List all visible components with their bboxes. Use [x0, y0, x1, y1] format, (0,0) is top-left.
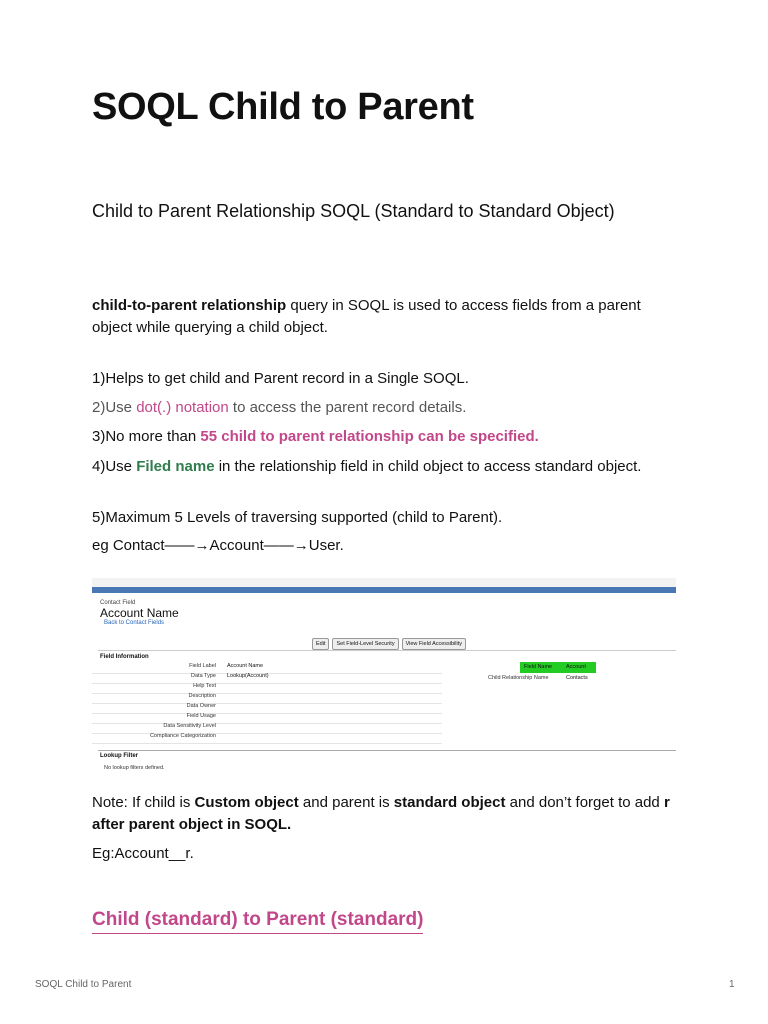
row-value: Account Name	[227, 663, 264, 669]
point-4-post: in the relationship field in child object to access standard object.	[214, 458, 642, 475]
field-name-value: Account	[566, 664, 586, 670]
back-link[interactable]: Back to Contact Fields	[104, 620, 165, 626]
note-bold-2: standard object	[393, 794, 506, 811]
screenshot-header-bar	[92, 587, 676, 593]
intro-rest: query in SOQL is used to access fields from a parent object while querying a child object.	[92, 297, 641, 336]
screenshot-heading: Account Name	[100, 606, 179, 620]
note-pre: Note: If child is	[92, 794, 195, 811]
intro-paragraph	[92, 295, 672, 339]
row-label: Help Text	[193, 683, 216, 689]
embedded-screenshot	[92, 578, 676, 772]
note-bold-1: Custom object	[194, 794, 299, 811]
row-label: Compliance Categorization	[149, 733, 216, 739]
point-5: 5)Maximum 5 Levels of traversing supported (child to Parent).	[92, 509, 503, 526]
point-2-post: to access the parent record details.	[228, 399, 467, 416]
field-level-security-button[interactable]: Set Field-Level Security	[332, 638, 398, 650]
view-field-accessibility-button[interactable]: View Field Accessibility	[402, 638, 466, 650]
page-number: 1	[729, 979, 735, 990]
point-3-highlight: 55 child to parent relationship can be specified.	[200, 428, 539, 445]
field-name-label: Field Name	[524, 664, 553, 670]
row-label: Field Usage	[186, 713, 216, 719]
lookup-divider	[98, 750, 676, 751]
row-label: Description	[188, 693, 216, 699]
lookup-filter-text: No lookup filters defined.	[104, 765, 165, 771]
example-text: Eg:Account__r.	[92, 845, 194, 862]
screenshot-pretitle: Contact Field	[100, 600, 136, 606]
child-relationship-label: Child Relationship Name	[488, 675, 549, 681]
field-information-heading: Field Information	[100, 654, 149, 660]
section-subtitle: Child to Parent Relationship SOQL (Standard to Standard Object)	[92, 201, 615, 221]
point-4-pre: 4)Use	[92, 458, 137, 475]
note-post: and don’t forget to add	[505, 794, 664, 811]
row-label: Data Sensitivity Level	[163, 723, 216, 729]
point-4	[92, 456, 672, 478]
note-mid: and parent is	[298, 794, 394, 811]
section-link-heading[interactable]: Child (standard) to Parent (standard)	[92, 909, 423, 934]
point-3-pre: 3)No more than	[92, 428, 201, 445]
point-2-highlight: dot(.) notation	[136, 399, 229, 416]
point-2	[92, 397, 672, 419]
screenshot-button-bar	[312, 638, 466, 650]
page-title: SOQL Child to Parent	[92, 86, 474, 128]
point-1: 1)Helps to get child and Parent record in a Single SOQL.	[92, 370, 469, 387]
example-chain: eg Contact——→Account——→User.	[92, 537, 344, 554]
child-relationship-value: Contacts	[566, 675, 588, 681]
footer-title: SOQL Child to Parent	[35, 979, 132, 990]
point-4-highlight: Filed name	[136, 458, 215, 475]
lookup-filter-heading: Lookup Filter	[100, 753, 138, 759]
note-bold-3: r after parent object in SOQL.	[92, 794, 670, 833]
point-2-pre: 2)Use	[92, 399, 137, 416]
note-paragraph	[92, 792, 672, 836]
row-label: Data Owner	[186, 703, 216, 709]
intro-bold: child-to-parent relationship	[92, 297, 287, 314]
row-label: Data Type	[191, 673, 216, 679]
edit-button[interactable]: Edit	[312, 638, 329, 650]
point-3	[92, 426, 672, 448]
row-value: Lookup(Account)	[227, 673, 269, 679]
table-row	[92, 733, 442, 744]
row-label: Field Label	[189, 663, 216, 669]
section-divider	[98, 650, 676, 651]
